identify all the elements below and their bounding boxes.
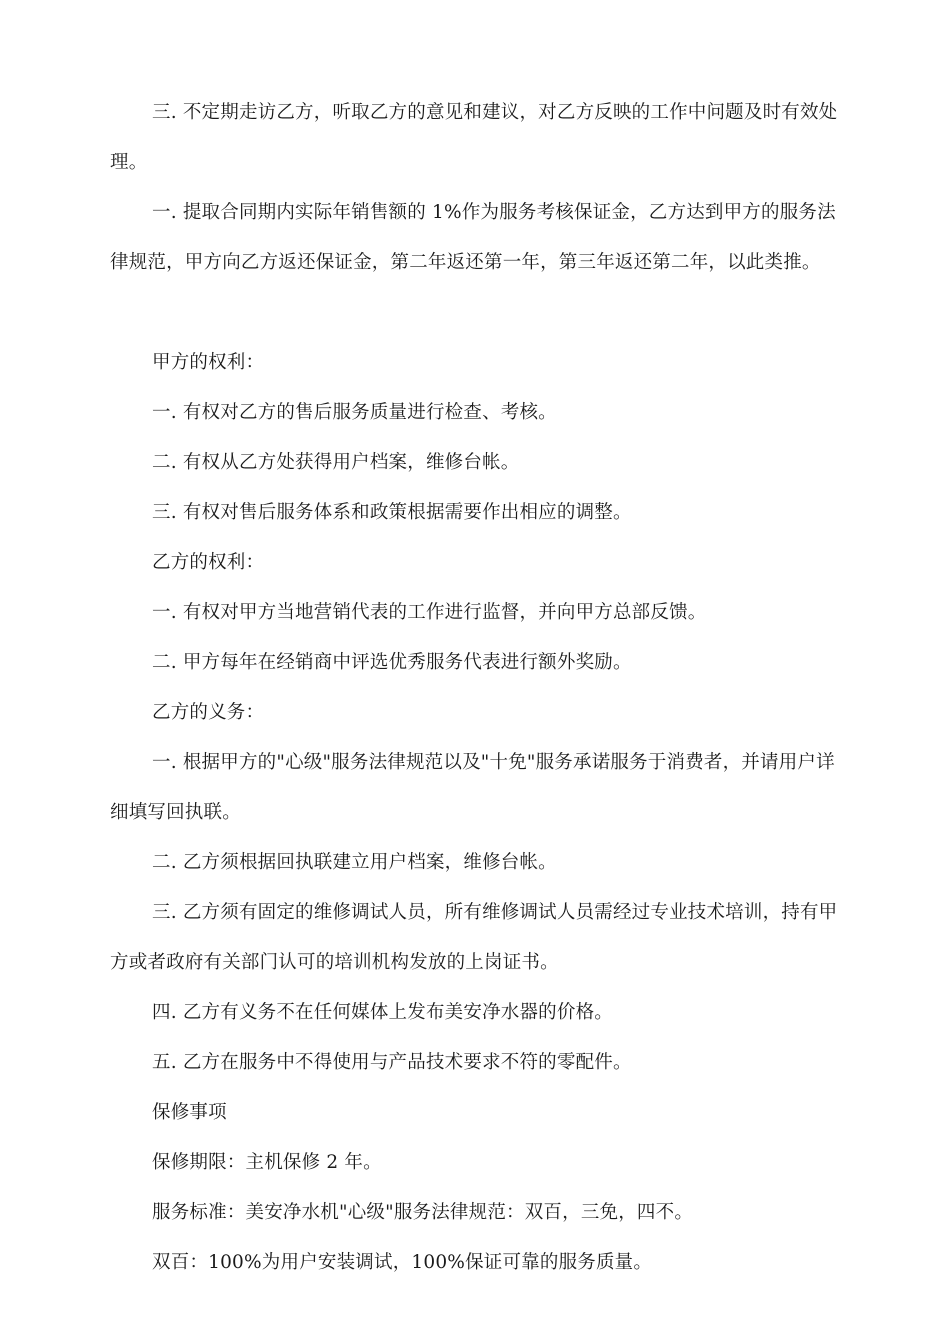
paragraph-party-a-right-3: 三. 有权对售后服务体系和政策根据需要作出相应的调整。	[152, 502, 632, 523]
paragraph-party-b-obligation-3: 三. 乙方须有固定的维修调试人员，所有维修调试人员需经过专业技术培训，持有甲方或者政府有关部门认可的培训机构发放的上岗证书。	[110, 902, 838, 973]
paragraph-party-b-obligation-5: 五. 乙方在服务中不得使用与产品技术要求不符的零配件。	[152, 1052, 632, 1073]
heading-warranty-items: 保修事项	[152, 1102, 227, 1123]
paragraph-party-b-obligation-4: 四. 乙方有义务不在任何媒体上发布美安净水器的价格。	[152, 1002, 613, 1023]
paragraph-guarantee-deposit: 一. 提取合同期内实际年销售额的 1%作为服务考核保证金，乙方达到甲方的服务法律规范，甲方向乙方返还保证金，第二年返还第一年，第三年返还第二年，以此类推。	[110, 202, 836, 273]
heading-party-b-obligations: 乙方的义务：	[152, 702, 265, 723]
paragraph-party-b-right-1: 一. 有权对甲方当地营销代表的工作进行监督，并向甲方总部反馈。	[152, 602, 707, 623]
heading-party-a-rights: 甲方的权利：	[152, 352, 265, 373]
paragraph-party-b-obligation-2: 二. 乙方须根据回执联建立用户档案，维修台帐。	[152, 852, 557, 873]
paragraph-party-b-obligation-1: 一. 根据甲方的"心级"服务法律规范以及"十免"服务承诺服务于消费者，并请用户详细填写回执联。	[110, 752, 835, 823]
paragraph-party-a-right-1: 一. 有权对乙方的售后服务质量进行检查、考核。	[152, 402, 557, 423]
paragraph-service-standard: 服务标准：美安净水机"心级"服务法律规范：双百，三免，四不。	[152, 1202, 694, 1223]
paragraph-party-b-right-2: 二. 甲方每年在经销商中评选优秀服务代表进行额外奖励。	[152, 652, 632, 673]
heading-party-b-rights: 乙方的权利：	[152, 552, 265, 573]
paragraph-party-a-right-2: 二. 有权从乙方处获得用户档案，维修台帐。	[152, 452, 520, 473]
paragraph-visit-party-b: 三. 不定期走访乙方，听取乙方的意见和建议，对乙方反映的工作中问题及时有效处理。	[110, 102, 838, 173]
paragraph-warranty-period: 保修期限：主机保修 2 年。	[152, 1152, 382, 1173]
paragraph-double-hundred: 双百：100%为用户安装调试，100%保证可靠的服务质量。	[152, 1252, 653, 1273]
